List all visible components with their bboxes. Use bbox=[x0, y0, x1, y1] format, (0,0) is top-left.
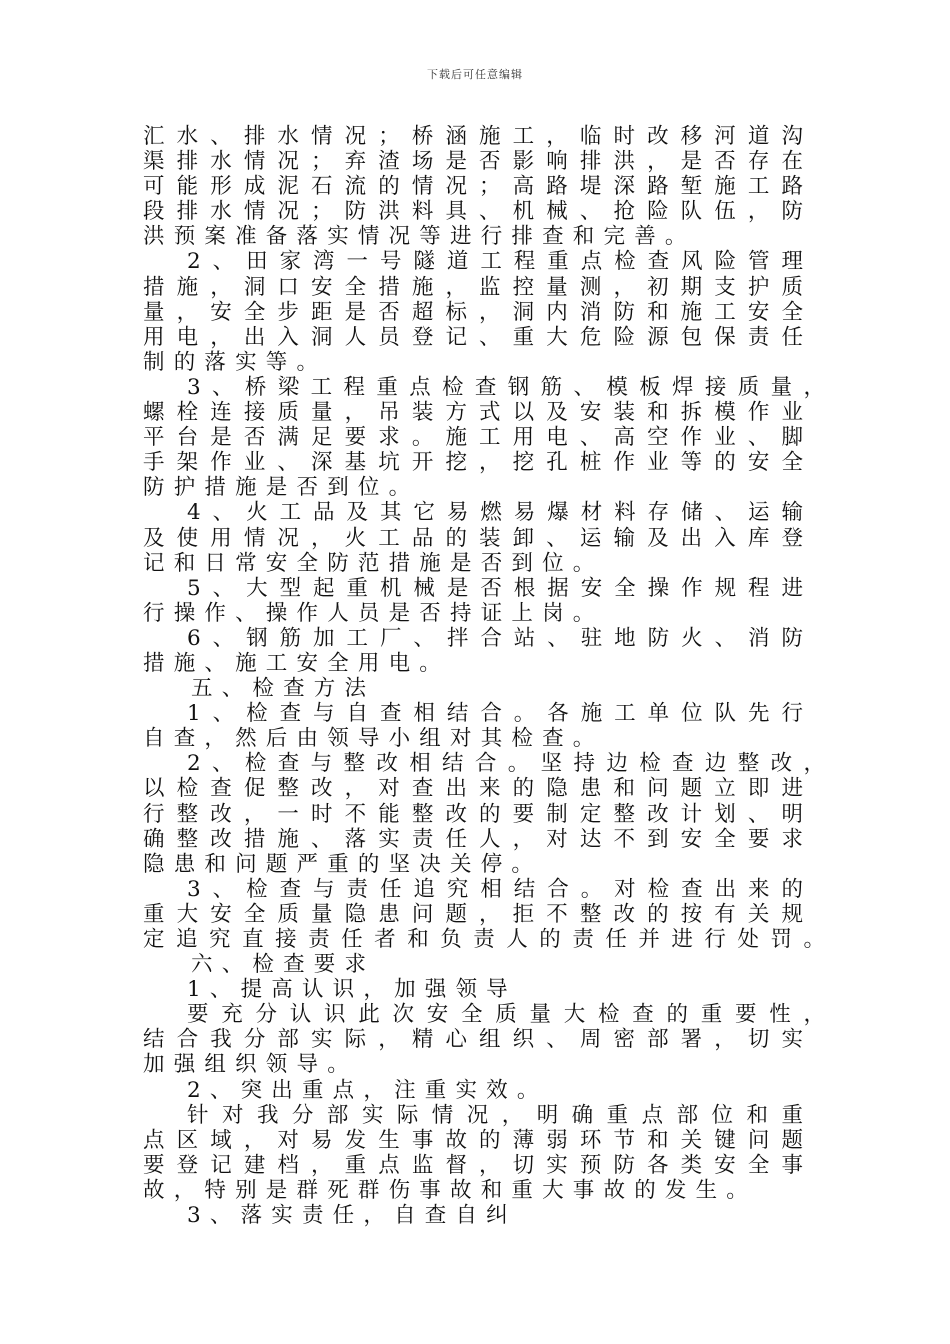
text-line: 故，特别是群死群伤事故和重大事故的发生。 bbox=[143, 1177, 758, 1203]
text-line: 手架作业、深基坑开挖，挖孔桩作业等的安全 bbox=[143, 450, 803, 476]
text-line: 2、检查与整改相结合。坚持边检查边整改， bbox=[187, 751, 825, 777]
text-line: 措施、施工安全用电。 bbox=[143, 650, 451, 676]
page-header: 下载后可任意编辑 bbox=[427, 68, 523, 81]
text-line: 行整改，一时不能整改的要制定整改计划、明 bbox=[143, 801, 803, 827]
text-line: 量，安全步距是否超标，洞内消防和施工安全 bbox=[143, 299, 803, 325]
text-line: 隐患和问题严重的坚决关停。 bbox=[143, 851, 543, 877]
section-heading: 五、检查方法 bbox=[191, 676, 376, 702]
text-line: 要登记建档，重点监督，切实预防各类安全事 bbox=[143, 1152, 803, 1178]
text-line: 定追究直接责任者和负责人的责任并进行处罚。 bbox=[143, 927, 825, 952]
text-line: 5、大型起重机械是否根据安全操作规程进 bbox=[187, 575, 803, 601]
subsection-heading: 2、突出重点，注重实效。 bbox=[187, 1077, 548, 1103]
text-line: 段排水情况；防洪料具、机械、抢险队伍，防 bbox=[143, 199, 803, 225]
text-line: 可能形成泥石流的情况；高路堤深路堑施工路 bbox=[143, 174, 803, 200]
text-line: 自查，然后由领导小组对其检查。 bbox=[143, 726, 604, 752]
text-line: 措施，洞口安全措施，监控量测，初期支护质 bbox=[143, 274, 803, 300]
text-line: 渠排水情况；弃渣场是否影响排洪，是否存在 bbox=[143, 149, 803, 175]
text-line: 6、钢筋加工厂、拌合站、驻地防火、消防 bbox=[187, 625, 803, 651]
text-line: 以检查促整改，对查出来的隐患和问题立即进 bbox=[143, 776, 803, 802]
text-line: 确整改措施、落实责任人，对达不到安全要求 bbox=[143, 826, 803, 852]
text-line: 要充分认识此次安全质量大检查的重要性， bbox=[187, 1002, 825, 1028]
text-line: 重大安全质量隐患问题，拒不整改的按有关规 bbox=[143, 901, 803, 927]
text-line: 结合我分部实际，精心组织、周密部署，切实 bbox=[143, 1027, 803, 1053]
subsection-heading: 1、提高认识，加强领导 bbox=[187, 977, 517, 1003]
text-line: 记和日常安全防范措施是否到位。 bbox=[143, 550, 604, 576]
text-line: 点区域，对易发生事故的薄弱环节和关键问题 bbox=[143, 1127, 803, 1153]
text-line: 2、田家湾一号隧道工程重点检查风险管理 bbox=[187, 249, 803, 275]
text-line: 及使用情况，火工品的装卸、运输及出入库登 bbox=[143, 525, 803, 551]
section-heading: 六、检查要求 bbox=[191, 952, 376, 978]
text-line: 行操作、操作人员是否持证上岗。 bbox=[143, 600, 604, 626]
text-line: 防护措施是否到位。 bbox=[143, 475, 420, 501]
text-line: 用电，出入洞人员登记、重大危险源包保责任 bbox=[143, 324, 803, 350]
text-line: 加强组织领导。 bbox=[143, 1052, 358, 1078]
text-line: 洪预案准备落实情况等进行排查和完善。 bbox=[143, 224, 696, 250]
text-line: 3、检查与责任追究相结合。对检查出来的 bbox=[187, 876, 803, 902]
text-line: 针对我分部实际情况，明确重点部位和重 bbox=[187, 1102, 803, 1128]
text-line: 3、桥梁工程重点检查钢筋、模板焊接质量， bbox=[187, 374, 825, 400]
document-body bbox=[143, 124, 825, 1229]
text-line: 螺栓连接质量，吊装方式以及安装和拆模作业 bbox=[143, 400, 803, 426]
subsection-heading: 3、落实责任，自查自纠 bbox=[187, 1203, 517, 1229]
text-line: 1、检查与自查相结合。各施工单位队先行 bbox=[187, 701, 803, 727]
text-line: 汇水、排水情况；桥涵施工，临时改移河道沟 bbox=[143, 124, 803, 149]
text-line: 平台是否满足要求。施工用电、高空作业、脚 bbox=[143, 425, 803, 451]
text-line: 4、火工品及其它易燃易爆材料存储、运输 bbox=[187, 500, 803, 526]
text-line: 制的落实等。 bbox=[143, 349, 328, 375]
